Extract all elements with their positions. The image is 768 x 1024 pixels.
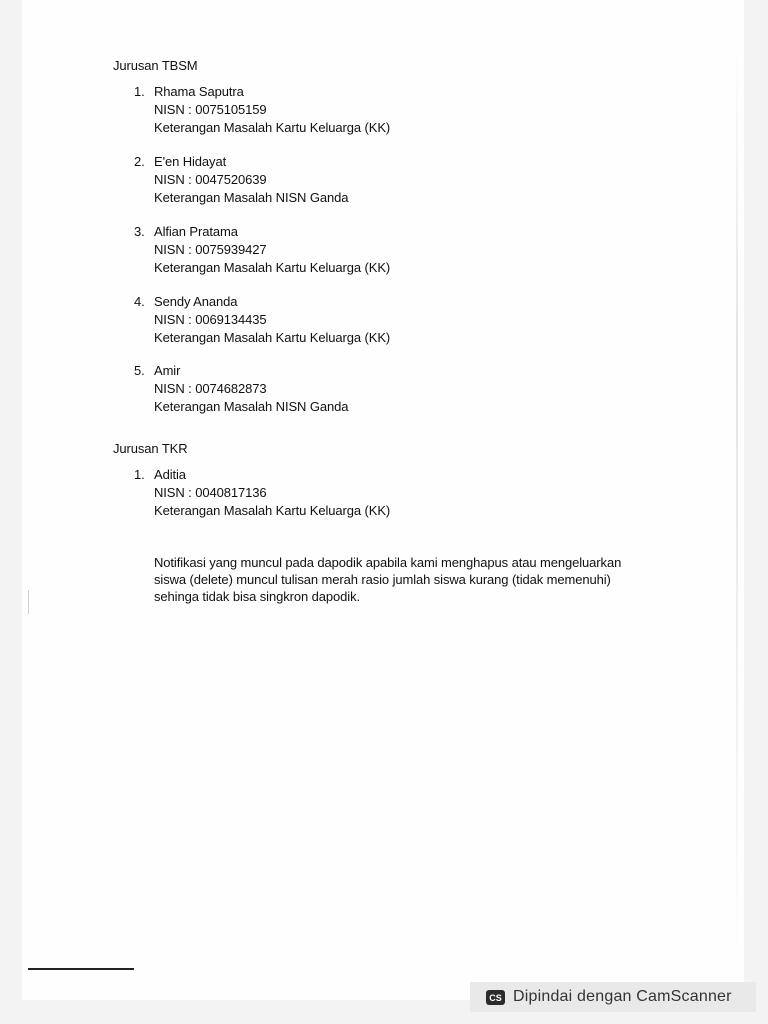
item-number: 1.	[134, 84, 145, 99]
notification-paragraph	[154, 554, 664, 605]
item-number: 3.	[134, 224, 145, 239]
student-name: Sendy Ananda	[154, 294, 238, 309]
section-heading-tbsm: Jurusan TBSM	[113, 58, 198, 73]
svg-text:CS: CS	[489, 992, 502, 1003]
student-note: Keterangan Masalah Kartu Keluarga (KK)	[154, 260, 391, 275]
student-nisn: NISN : 0075105159	[154, 102, 267, 117]
student-note: Keterangan Masalah NISN Ganda	[154, 399, 349, 414]
item-number: 4.	[134, 294, 145, 309]
camscanner-watermark	[470, 982, 756, 1012]
student-name: Amir	[154, 363, 181, 378]
student-note: Keterangan Masalah Kartu Keluarga (KK)	[154, 120, 391, 135]
section-heading-tkr: Jurusan TKR	[113, 441, 188, 456]
student-name: Alfian Pratama	[154, 224, 238, 239]
bottom-rule-line	[28, 968, 134, 970]
notification-line: sehinga tidak bisa singkron dapodik.	[154, 589, 360, 604]
student-name: E'en Hidayat	[154, 154, 227, 169]
student-name: Aditia	[154, 467, 186, 482]
notification-line: siswa (delete) muncul tulisan merah rasio jumlah siswa kurang (tidak memenuhi)	[154, 572, 611, 587]
student-nisn: NISN : 0040817136	[154, 485, 267, 500]
student-note: Keterangan Masalah NISN Ganda	[154, 190, 349, 205]
notification-line: Notifikasi yang muncul pada dapodik apabila kami menghapus atau mengeluarkan	[154, 555, 622, 570]
camscanner-logo-icon	[486, 990, 505, 1005]
student-nisn: NISN : 0069134435	[154, 312, 267, 327]
item-number: 2.	[134, 154, 145, 169]
page-edge-shadow	[736, 40, 738, 970]
scan-artifact-mark	[28, 590, 29, 614]
student-nisn: NISN : 0047520639	[154, 172, 267, 187]
watermark-text: Dipindai dengan CamScanner	[513, 988, 732, 1005]
student-note: Keterangan Masalah Kartu Keluarga (KK)	[154, 330, 391, 345]
item-number: 1.	[134, 467, 145, 482]
student-note: Keterangan Masalah Kartu Keluarga (KK)	[154, 503, 391, 518]
student-nisn: NISN : 0075939427	[154, 242, 267, 257]
student-name: Rhama Saputra	[154, 84, 244, 99]
student-nisn: NISN : 0074682873	[154, 381, 267, 396]
item-number: 5.	[134, 363, 145, 378]
